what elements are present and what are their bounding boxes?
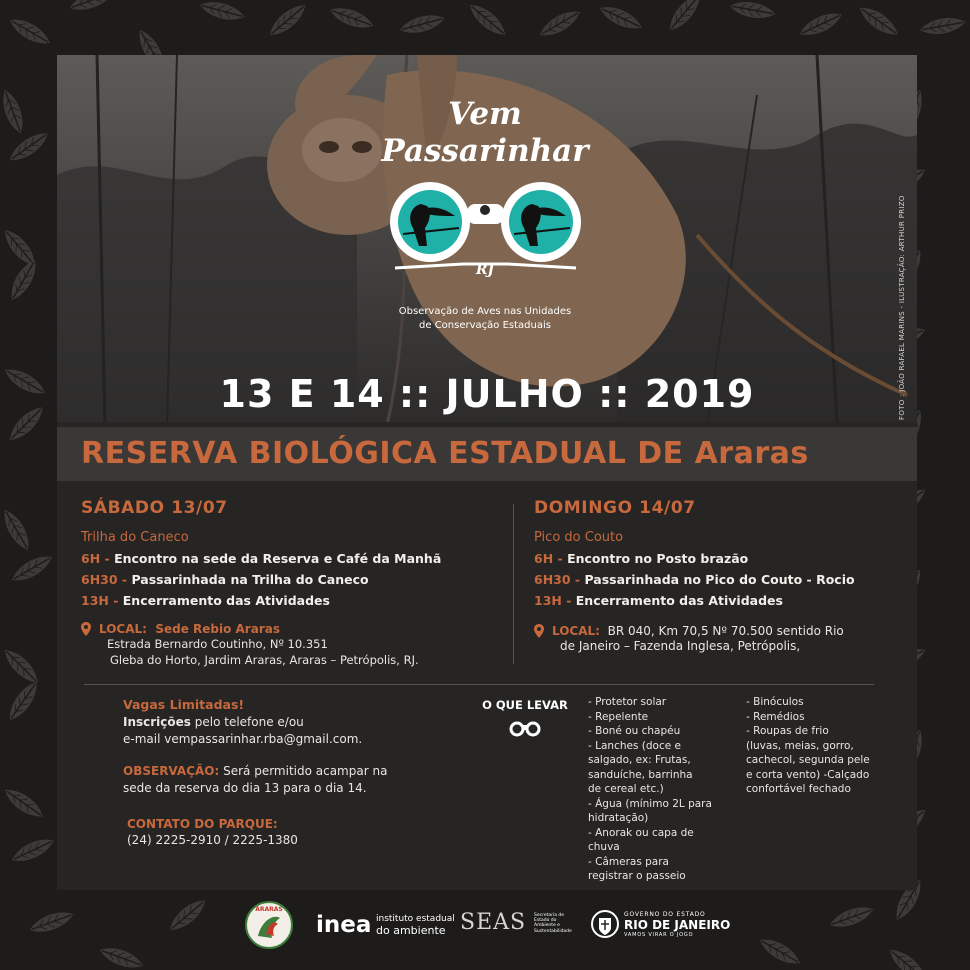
logo-line-passarinhar: Passarinhar <box>381 133 589 169</box>
vagas-limitadas: Vagas Limitadas! <box>123 697 245 712</box>
schedule-time: 6H30 - <box>81 572 132 587</box>
binoculars-icon <box>508 720 542 738</box>
logo-line-vem: Vem <box>448 96 522 132</box>
list-item: - Remédios <box>746 710 805 723</box>
logo-title <box>360 96 610 170</box>
list-item: hidratação) <box>588 812 649 824</box>
observation-line2: sede da reserva do dia 13 para o dia 14. <box>123 781 367 795</box>
seas-line: Sustentabilidade <box>534 928 572 934</box>
binoculars-logo-icon <box>383 180 588 270</box>
list-item: - Boné ou chapéu <box>588 725 681 737</box>
list-item: - Protetor solar <box>588 696 667 708</box>
observation-label: OBSERVAÇÃO: <box>123 764 220 778</box>
schedule-text: Encerramento das Atividades <box>122 593 330 608</box>
contato-phone: (24) 2225-2910 / 2225-1380 <box>127 833 298 847</box>
inea-brand: inea <box>316 912 372 938</box>
event-date: 13 E 14 :: JULHO :: 2019 <box>219 372 755 416</box>
schedule-text: Encerramento das Atividades <box>575 593 783 608</box>
schedule-time: 6H - <box>81 551 115 566</box>
list-item: chuva <box>588 841 620 853</box>
saturday-location <box>81 622 441 636</box>
schedule-text: Encontro no Posto brazão <box>567 551 749 566</box>
list-item: cachecol, segunda pele <box>746 754 870 766</box>
seas-subtitle <box>534 913 572 934</box>
list-item: e corta vento) -Calçado <box>746 768 870 781</box>
sunday-title: DOMINGO 14/07 <box>534 498 696 518</box>
logo-subtitle <box>360 305 610 333</box>
saturday-item <box>81 593 441 608</box>
seas-line: Ambiente e <box>534 923 560 929</box>
inscricoes-line <box>123 715 463 729</box>
contact-email[interactable]: e-mail vempassarinhar.rba@gmail.com. <box>123 732 363 746</box>
saturday-item <box>81 551 441 566</box>
location-pin-icon <box>534 624 544 638</box>
araras-reserve-logo <box>244 900 294 950</box>
list-item: registrar o passeio <box>588 870 686 882</box>
column-divider <box>513 504 514 664</box>
schedule-time: 13H - <box>81 593 123 608</box>
sponsor-logos <box>240 900 740 950</box>
list-item: - Câmeras para <box>588 855 669 868</box>
what-to-bring-title: O QUE LEVAR <box>482 698 568 712</box>
list-item: sanduíche, barrinha <box>588 768 693 781</box>
seas-line: Estado do <box>534 918 557 924</box>
sunday-trail: Pico do Couto <box>534 530 624 545</box>
list-item: confortável fechado <box>746 783 851 795</box>
saturday-title: SÁBADO 13/07 <box>81 498 228 518</box>
what-to-bring-title-block <box>480 698 570 742</box>
schedule-text: Passarinhada na Trilha do Caneco <box>131 572 369 587</box>
location-name: Sede Rebio Araras <box>155 622 280 636</box>
logo-subtitle-line2: de Conservação Estaduais <box>419 320 551 331</box>
sunday-item <box>534 593 855 608</box>
observation-line1 <box>123 764 463 778</box>
list-item: de cereal etc.) <box>588 783 664 795</box>
list-item: salgado, ex: Frutas, <box>588 754 691 766</box>
registration-info <box>123 697 463 847</box>
schedule-text: Encontro na sede da Reserva e Café da Manhã <box>114 551 442 566</box>
seas-logo: SEAS <box>460 910 527 935</box>
sunday-address-line2: de Janeiro – Fazenda Inglesa, Petrópolis, <box>560 639 801 653</box>
saturday-trail: Trilha do Caneco <box>81 530 189 545</box>
list-item: - Anorak ou capa de <box>588 826 694 839</box>
inea-subtitle <box>376 914 455 936</box>
gov-rio-logo <box>624 911 730 938</box>
gov-line3: VAMOS VIRAR O JOGO <box>624 932 694 938</box>
contato-label: CONTATO DO PARQUE: <box>127 817 278 831</box>
location-label: LOCAL: <box>552 624 600 638</box>
schedule-text: Passarinhada no Pico do Couto - Rocio <box>584 572 855 587</box>
inscricoes-text: pelo telefone e/ou <box>190 715 304 729</box>
list-item: - Repelente <box>588 710 649 723</box>
logo-subtitle-line1: Observação de Aves nas Unidades <box>398 306 572 317</box>
saturday-address-line1: Estrada Bernardo Coutinho, Nº 10.351 <box>107 637 328 651</box>
gov-line1: GOVERNO DO ESTADO <box>624 911 706 918</box>
schedule-time: 13H - <box>534 593 576 608</box>
logo-rj: RJ <box>475 262 495 278</box>
sunday-address-line1: BR 040, Km 70,5 Nº 70.500 sentido Rio <box>607 624 844 638</box>
reserve-name: RESERVA BIOLÓGICA ESTADUAL DE Araras <box>81 436 809 471</box>
sunday-item <box>534 572 855 587</box>
inscricoes-label: Inscrições <box>123 715 191 729</box>
sunday-location <box>534 624 855 638</box>
list-item: (luvas, meias, gorro, <box>746 739 854 752</box>
list-item: - Binóculos <box>746 696 804 708</box>
photo-credit-text: FOTO : JOÃO RAFAEL MARINS - ILUSTRAÇÃO: ARTHUR PRIZO <box>898 195 906 420</box>
saturday-address-line2: Gleba do Horto, Jardim Araras, Araras – Petrópolis, RJ. <box>110 653 419 667</box>
what-to-bring-list-2 <box>746 695 870 797</box>
rio-state-coat-of-arms-icon <box>590 908 620 940</box>
list-item: - Água (mínimo 2L para <box>588 797 712 810</box>
section-divider <box>84 684 874 685</box>
list-item: - Lanches (doce e <box>588 739 681 752</box>
seas-line: Secretaria de <box>534 913 565 918</box>
inea-line2: do ambiente <box>376 924 446 937</box>
saturday-column <box>81 498 441 668</box>
observation-text: Será permitido acampar na <box>219 764 388 778</box>
gov-line2: RIO DE JANEIRO <box>624 918 731 932</box>
list-item: - Roupas de frio <box>746 725 829 737</box>
araras-logo-text: ARARAS <box>255 906 283 913</box>
sunday-column <box>534 498 855 654</box>
saturday-item <box>81 572 441 587</box>
sunday-item <box>534 551 855 566</box>
location-label: LOCAL: <box>99 622 147 636</box>
inea-line1: instituto estadual <box>376 914 455 924</box>
location-pin-icon <box>81 622 91 636</box>
schedule-time: 6H - <box>534 551 568 566</box>
schedule-time: 6H30 - <box>534 572 585 587</box>
what-to-bring-list-1 <box>588 695 712 884</box>
